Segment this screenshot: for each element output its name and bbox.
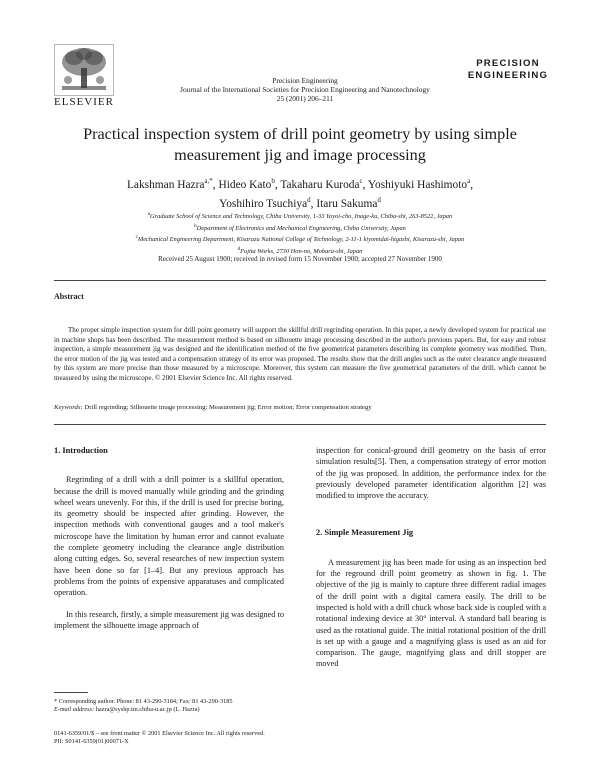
right-column [316, 445, 546, 670]
tree-emblem-icon [54, 44, 114, 96]
left-column [54, 445, 284, 631]
keywords [54, 404, 546, 411]
section-heading-jig: 2. Simple Measurement Jig [316, 528, 414, 538]
divider [54, 424, 546, 425]
email-label: E-mail address: [54, 706, 95, 714]
journal-info [150, 76, 460, 103]
affiliation-sup: b [194, 223, 197, 229]
body-paragraph: In this research, firstly, a simple measurement jig was designed to implement the silhouette image approach of [54, 609, 284, 630]
received-dates: Received 25 August 1900; received in revised form 15 November 1900; accepted 27 November 1900 [158, 255, 442, 263]
body-paragraph: Regrinding of a drill with a drill pointer is a skillful operation, because the drill is moved manually while grinding and the grinding wheel wears unevenly. For this, if the drill is used for precise boring, its geometry should be inspected after grinding. However, the inspection methods with conventional gauges and a tool maker's microscope have the limitation by human error and cannot evaluate the complete geometry including the clearance angle distribution along cutting edges. So, several researches of new inspection system have been done so far [1–4]. But any previous approach has problems from the points of expensive apparatuses and complicated operation. [54, 475, 284, 598]
publisher-wordmark: ELSEVIER [54, 96, 114, 108]
author-line-2 [60, 193, 540, 212]
keywords-label: Keywords: [54, 404, 83, 411]
author-sup: d [307, 195, 311, 204]
author-sup: d [377, 195, 381, 204]
author-name: Yoshihiro Tsuchiya [219, 197, 308, 210]
author-sup: b [271, 177, 275, 185]
author-sep: , [274, 178, 281, 191]
email-line [54, 706, 294, 714]
author-line-1 [60, 174, 540, 193]
affiliation-text: Department of Electronics and Mechanical Engineering, Chiba University, Japan [196, 224, 406, 232]
author-list [60, 174, 540, 212]
abstract-heading: Abstract [54, 292, 84, 301]
email-address: hazra@syshp.tm.chiba-u.ac.jp (L. Hazra) [94, 706, 200, 714]
paragraph-gap [54, 599, 284, 609]
body-paragraph: A measurement jig has been made for using as an inspection bed for the reground drill point geometry as shown in fig. 1. The objective of the jig is mainly to capture three different radial images of the drill point with a digital camera easily. The drill to be inspected is hold with a drill chuck whose back side is coupled with a rotational indexing device at 30° interval. A standard ball bearing is used as the rotational guide. The initial rotational position of the drill is set up with a gauge and a magnifying glass is used as an aid for comparison. The gauge, magnifying glass and drill stopper are moved [316, 557, 546, 669]
affiliation-sup: a [147, 212, 151, 217]
affiliation-sup: d [237, 246, 241, 252]
author-sep: , [212, 178, 219, 191]
affiliation [60, 222, 540, 234]
issn-line: 0141-6359/01/$ – see front matter © 2001 Elsevier Science Inc. All rights reserved. [54, 730, 265, 737]
author-name: Takaharu Kuroda [280, 178, 360, 191]
title-line-2: measurement jig and image processing [174, 146, 426, 164]
affiliation-sup: c [135, 235, 138, 241]
author-name: Hideo Kato [218, 178, 272, 191]
author-sup: a [467, 177, 471, 185]
elsevier-logo [54, 44, 114, 108]
section-gap [316, 501, 546, 527]
section-heading-introduction: 1. Introduction [54, 446, 108, 455]
title-line-1: Practical inspection system of drill point geometry by using simple [83, 125, 517, 143]
affiliation-text: Fujita Works, 2730 Hon-no, Mobara-shi, Japan [240, 247, 363, 255]
author-name: Yoshiyuki Hashimoto [367, 178, 468, 191]
author-sep: , [310, 197, 317, 210]
author-name: Lakshman Hazra [126, 178, 205, 191]
author-sup: a,* [204, 177, 213, 185]
keywords-list: Drill regrinding; Silhouette image processing; Measurement jig; Error motion; Error compensation strategy [84, 404, 372, 411]
author-sep: , [362, 178, 368, 191]
author-sup: c [359, 177, 363, 185]
affiliation [60, 233, 540, 245]
brand-line-2: ENGINEERING [467, 70, 549, 81]
affiliation-text: Mechanical Engineering Department, Kisarazu National College of Technology, 2-11-1 kiyomidai-higashi, Kisarazu-shi, Japan [137, 236, 465, 244]
footnote-divider [54, 692, 88, 693]
journal-brand [465, 58, 551, 82]
copyright-block [54, 730, 354, 747]
brand-line-1: PRECISION [476, 58, 540, 69]
body-paragraph: inspection for conical-ground drill geometry on the basis of error simulation results[5]. Then, a compensation strategy of error motion of the jig was proposed. In addition, the performance index for the previously developed parameter identification algorithm [2] was modified to improve the accuracy. [316, 446, 546, 501]
affiliations [60, 210, 540, 256]
corresponding-author: * Corresponding author. Phone: 81 43-290-3184; Fax: 81 43-290-3185 [54, 698, 233, 705]
footnote [54, 698, 294, 715]
divider [54, 280, 546, 281]
affiliation-text: Graduate School of Science and Technology, Chiba University, 1-33 Yayoi-cho, Inage-ku, Chiba-shi, 263-8522, Japan [150, 213, 453, 221]
pii-line: PII: S0141-6359(01)00071-X [54, 738, 129, 746]
affiliation [60, 210, 540, 222]
journal-subtitle: Journal of the International Societies for Precision Engineering and Nanotechnology [180, 85, 430, 94]
journal-name: Precision Engineering [272, 76, 338, 85]
journal-volume: 25 (2001) 206–211 [276, 94, 334, 103]
author-name: Itaru Sakuma [316, 197, 378, 210]
article-title [60, 124, 540, 166]
author-sep: , [470, 178, 474, 191]
abstract-body: The proper simple inspection system for drill point geometry will support the skillful drill regrinding operation. In this paper, a newly developed system for practical use in machine shops has been described. The measurement method is based on silhouette image processing described in the author's previous papers. But, for easy and robust inspection, a simple measurement jig was designed and the identification method of the five geometrical parameters describing its complete geometry was modified. Then, the error motion of the jig was tested and a compensation strategy of its error was proposed. The results show that the drill angles such as the outer clearance angle measured by this system are more precise than those measured by a microscope. Moreover, this system can measure the five geometrical parameters of the drill, which cannot be measured by using the microscope. © 2001 Elsevier Science Inc. All rights reserved. [54, 326, 546, 382]
